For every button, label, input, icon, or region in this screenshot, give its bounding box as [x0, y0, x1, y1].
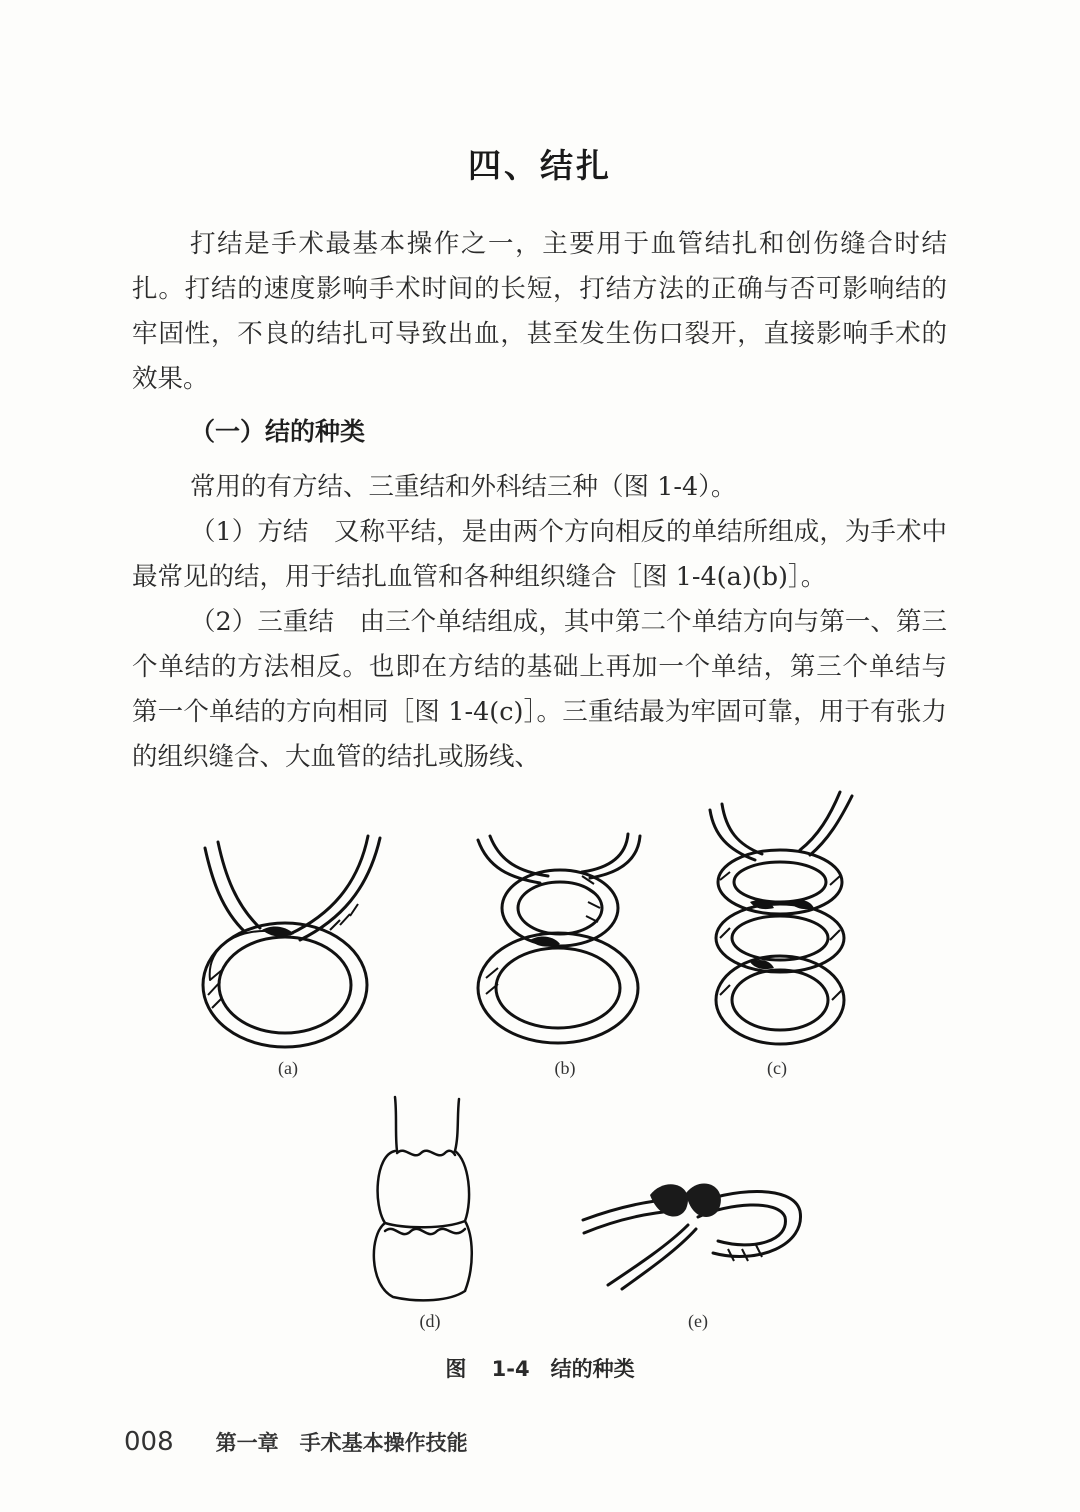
page-footer	[124, 1427, 468, 1457]
knot-illustration-c	[700, 790, 860, 1055]
section-title: 四、结扎	[468, 146, 612, 185]
triple-knot-paragraph: （2）三重结 由三个单结组成，其中第二个单结方向与第一、第三个单结的方法相反。也即在方结的基础上再加一个单结，第三个单结与第一个单结的方向相同［图 1-4(c)］。三重结最为牢固可靠，用于有张力的组织缝合、大血管的结扎或肠线、	[132, 607, 947, 772]
knot-illustration-b	[470, 828, 650, 1053]
page-number: 008	[124, 1427, 174, 1457]
chapter-title: 第一章 手术基本操作技能	[215, 1431, 468, 1455]
square-knot-paragraph: （1）方结 又称平结，是由两个方向相反的单结所组成，为手术中最常见的结，用于结扎血管和各种组织缝合［图 1-4(a)(b)］。	[132, 517, 947, 592]
knot-illustration-a	[190, 830, 390, 1050]
panel-label-c: (c)	[767, 1058, 787, 1078]
panel-label-d: (d)	[419, 1311, 441, 1331]
knot-illustration-e	[578, 1165, 808, 1300]
knot-illustration-d	[365, 1095, 475, 1305]
panel-label-e: (e)	[688, 1311, 708, 1331]
figure-caption: 图 1-4 结的种类	[445, 1357, 635, 1381]
subheading: （一）结的种类	[190, 417, 366, 446]
types-paragraph: 常用的有方结、三重结和外科结三种（图 1-4）。	[190, 472, 737, 502]
panel-label-a: (a)	[278, 1058, 298, 1078]
panel-label-b: (b)	[554, 1058, 576, 1078]
intro-paragraph: 打结是手术最基本操作之一，主要用于血管结扎和创伤缝合时结扎。打结的速度影响手术时间的长短，打结方法的正确与否可影响结的牢固性，不良的结扎可导致出血，甚至发生伤口裂开，直接影响手术的效果。	[132, 229, 947, 394]
